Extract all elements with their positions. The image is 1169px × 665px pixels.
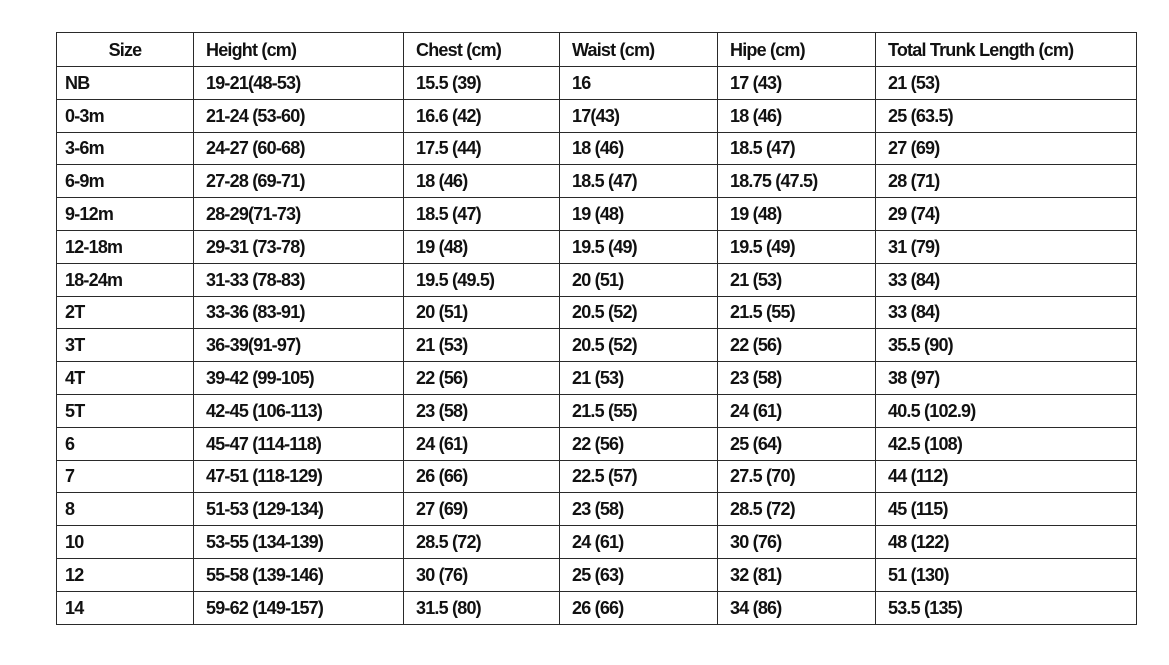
- column-header-chest: Chest (cm): [404, 33, 560, 67]
- table-row: [57, 296, 1137, 329]
- table-row: [57, 230, 1137, 263]
- cell-size: 0-3m: [57, 99, 194, 132]
- table-row: [57, 394, 1137, 427]
- cell-chest: 22 (56): [404, 362, 560, 395]
- table-row: [57, 362, 1137, 395]
- table-row: [57, 329, 1137, 362]
- cell-waist: 25 (63): [560, 558, 718, 591]
- cell-waist: 21.5 (55): [560, 394, 718, 427]
- cell-chest: 30 (76): [404, 558, 560, 591]
- cell-total-trunk-length: 53.5 (135): [876, 591, 1137, 624]
- cell-waist: 16: [560, 67, 718, 100]
- cell-total-trunk-length: 38 (97): [876, 362, 1137, 395]
- cell-height: 31-33 (78-83): [194, 263, 404, 296]
- cell-hip: 23 (58): [718, 362, 876, 395]
- cell-waist: 19 (48): [560, 198, 718, 231]
- cell-height: 27-28 (69-71): [194, 165, 404, 198]
- cell-total-trunk-length: 21 (53): [876, 67, 1137, 100]
- cell-chest: 26 (66): [404, 460, 560, 493]
- cell-size: 2T: [57, 296, 194, 329]
- cell-hip: 18.5 (47): [718, 132, 876, 165]
- cell-size: 4T: [57, 362, 194, 395]
- cell-size: 5T: [57, 394, 194, 427]
- cell-hip: 17 (43): [718, 67, 876, 100]
- cell-hip: 18.75 (47.5): [718, 165, 876, 198]
- table-row: [57, 165, 1137, 198]
- column-header-height: Height (cm): [194, 33, 404, 67]
- cell-size: 7: [57, 460, 194, 493]
- cell-height: 21-24 (53-60): [194, 99, 404, 132]
- cell-height: 51-53 (129-134): [194, 493, 404, 526]
- cell-chest: 27 (69): [404, 493, 560, 526]
- cell-height: 47-51 (118-129): [194, 460, 404, 493]
- table-body: [57, 67, 1137, 625]
- table-row: [57, 427, 1137, 460]
- cell-chest: 18 (46): [404, 165, 560, 198]
- table-row: [57, 493, 1137, 526]
- table-row: [57, 99, 1137, 132]
- cell-waist: 20 (51): [560, 263, 718, 296]
- cell-total-trunk-length: 25 (63.5): [876, 99, 1137, 132]
- cell-size: 8: [57, 493, 194, 526]
- cell-size: 6: [57, 427, 194, 460]
- cell-hip: 27.5 (70): [718, 460, 876, 493]
- cell-size: 12: [57, 558, 194, 591]
- table-row: [57, 460, 1137, 493]
- cell-waist: 26 (66): [560, 591, 718, 624]
- cell-size: NB: [57, 67, 194, 100]
- cell-total-trunk-length: 33 (84): [876, 263, 1137, 296]
- cell-chest: 20 (51): [404, 296, 560, 329]
- cell-chest: 21 (53): [404, 329, 560, 362]
- cell-size: 12-18m: [57, 230, 194, 263]
- column-header-waist: Waist (cm): [560, 33, 718, 67]
- cell-total-trunk-length: 29 (74): [876, 198, 1137, 231]
- cell-size: 10: [57, 526, 194, 559]
- cell-chest: 19 (48): [404, 230, 560, 263]
- cell-hip: 22 (56): [718, 329, 876, 362]
- cell-hip: 34 (86): [718, 591, 876, 624]
- cell-hip: 18 (46): [718, 99, 876, 132]
- cell-hip: 21 (53): [718, 263, 876, 296]
- table-row: [57, 132, 1137, 165]
- cell-waist: 20.5 (52): [560, 296, 718, 329]
- cell-total-trunk-length: 40.5 (102.9): [876, 394, 1137, 427]
- cell-total-trunk-length: 35.5 (90): [876, 329, 1137, 362]
- table-row: [57, 263, 1137, 296]
- cell-height: 59-62 (149-157): [194, 591, 404, 624]
- cell-waist: 18.5 (47): [560, 165, 718, 198]
- cell-height: 55-58 (139-146): [194, 558, 404, 591]
- cell-waist: 21 (53): [560, 362, 718, 395]
- cell-total-trunk-length: 51 (130): [876, 558, 1137, 591]
- cell-total-trunk-length: 28 (71): [876, 165, 1137, 198]
- cell-chest: 15.5 (39): [404, 67, 560, 100]
- cell-waist: 23 (58): [560, 493, 718, 526]
- cell-chest: 18.5 (47): [404, 198, 560, 231]
- cell-total-trunk-length: 27 (69): [876, 132, 1137, 165]
- cell-total-trunk-length: 31 (79): [876, 230, 1137, 263]
- cell-chest: 28.5 (72): [404, 526, 560, 559]
- table-header: [57, 33, 1137, 67]
- column-header-size: Size: [57, 33, 194, 67]
- cell-height: 45-47 (114-118): [194, 427, 404, 460]
- size-chart-table: [56, 32, 1137, 625]
- cell-total-trunk-length: 48 (122): [876, 526, 1137, 559]
- cell-height: 39-42 (99-105): [194, 362, 404, 395]
- cell-hip: 19 (48): [718, 198, 876, 231]
- cell-hip: 19.5 (49): [718, 230, 876, 263]
- cell-total-trunk-length: 42.5 (108): [876, 427, 1137, 460]
- cell-waist: 22 (56): [560, 427, 718, 460]
- table-row: [57, 591, 1137, 624]
- cell-height: 24-27 (60-68): [194, 132, 404, 165]
- cell-waist: 19.5 (49): [560, 230, 718, 263]
- cell-waist: 24 (61): [560, 526, 718, 559]
- cell-total-trunk-length: 45 (115): [876, 493, 1137, 526]
- cell-total-trunk-length: 44 (112): [876, 460, 1137, 493]
- cell-chest: 17.5 (44): [404, 132, 560, 165]
- cell-height: 36-39(91-97): [194, 329, 404, 362]
- cell-size: 18-24m: [57, 263, 194, 296]
- cell-size: 3-6m: [57, 132, 194, 165]
- cell-hip: 28.5 (72): [718, 493, 876, 526]
- cell-height: 19-21(48-53): [194, 67, 404, 100]
- cell-hip: 24 (61): [718, 394, 876, 427]
- cell-chest: 24 (61): [404, 427, 560, 460]
- cell-hip: 21.5 (55): [718, 296, 876, 329]
- cell-waist: 20.5 (52): [560, 329, 718, 362]
- cell-height: 29-31 (73-78): [194, 230, 404, 263]
- cell-chest: 19.5 (49.5): [404, 263, 560, 296]
- cell-hip: 30 (76): [718, 526, 876, 559]
- cell-height: 28-29(71-73): [194, 198, 404, 231]
- cell-chest: 31.5 (80): [404, 591, 560, 624]
- cell-chest: 16.6 (42): [404, 99, 560, 132]
- cell-hip: 32 (81): [718, 558, 876, 591]
- cell-hip: 25 (64): [718, 427, 876, 460]
- cell-total-trunk-length: 33 (84): [876, 296, 1137, 329]
- cell-size: 9-12m: [57, 198, 194, 231]
- cell-chest: 23 (58): [404, 394, 560, 427]
- table-row: [57, 67, 1137, 100]
- table-row: [57, 558, 1137, 591]
- cell-size: 14: [57, 591, 194, 624]
- column-header-hip: Hipe (cm): [718, 33, 876, 67]
- cell-waist: 18 (46): [560, 132, 718, 165]
- cell-height: 42-45 (106-113): [194, 394, 404, 427]
- cell-size: 3T: [57, 329, 194, 362]
- cell-height: 33-36 (83-91): [194, 296, 404, 329]
- table-row: [57, 198, 1137, 231]
- cell-height: 53-55 (134-139): [194, 526, 404, 559]
- cell-waist: 17(43): [560, 99, 718, 132]
- table-row: [57, 526, 1137, 559]
- column-header-total-trunk-length: Total Trunk Length (cm): [876, 33, 1137, 67]
- cell-size: 6-9m: [57, 165, 194, 198]
- cell-waist: 22.5 (57): [560, 460, 718, 493]
- header-row: [57, 33, 1137, 67]
